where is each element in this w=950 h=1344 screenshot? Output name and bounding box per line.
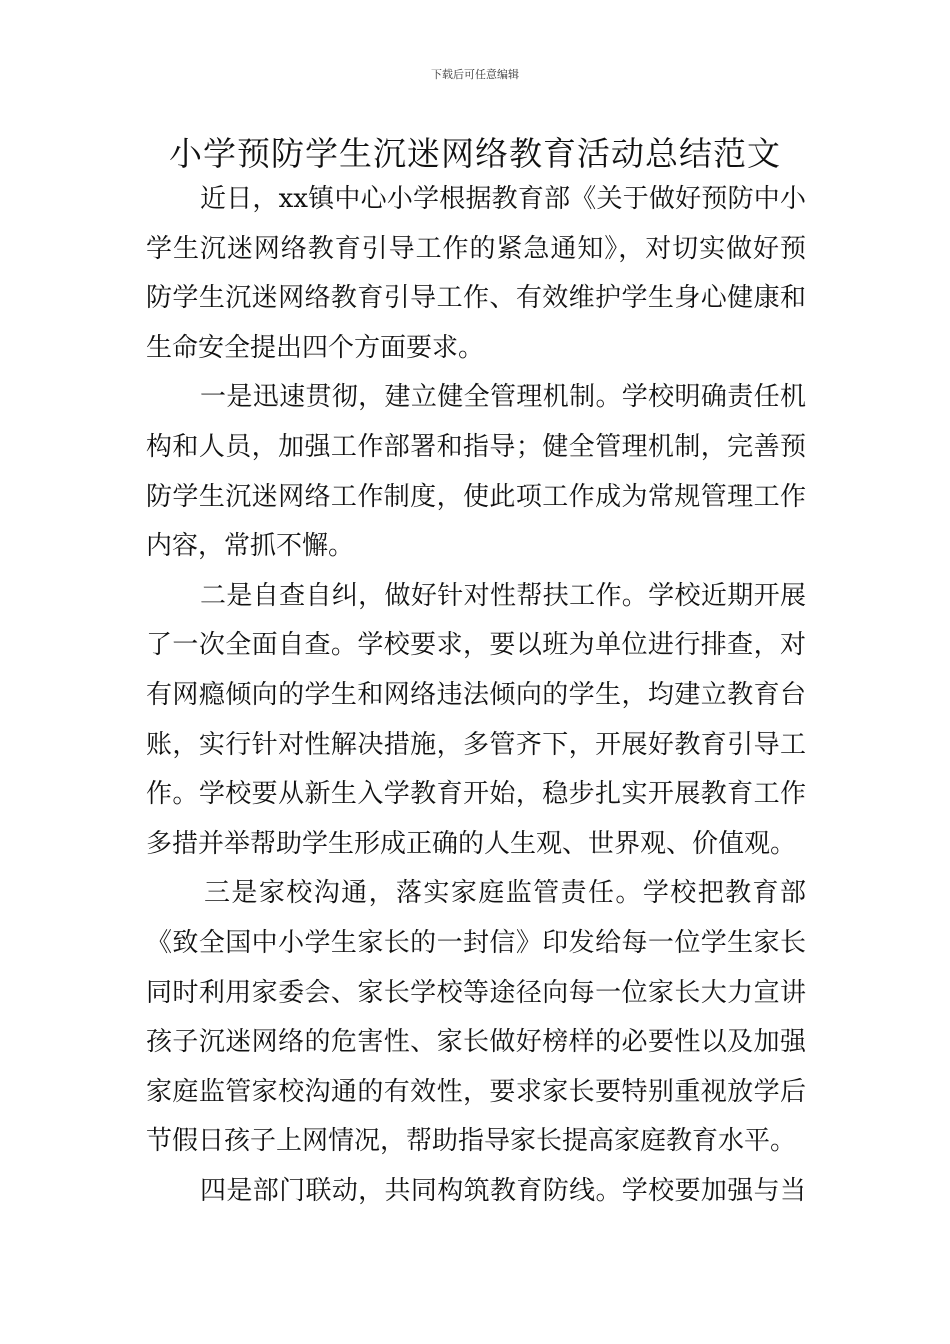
text-line: 近日，xx镇中心小学根据教育部《关于做好预防中小 (200, 184, 806, 214)
text-line: 了一次全面自查。学校要求，要以班为单位进行排查，对 (146, 630, 806, 661)
text-line: 生命安全提出四个方面要求。 (146, 332, 485, 363)
text-line: 防学生沉迷网络教育引导工作、有效维护学生身心健康和 (146, 283, 806, 314)
text-line: 节假日孩子上网情况，帮助指导家长提高家庭教育水平。 (146, 1126, 797, 1157)
text-line: 作。学校要从新生入学教育开始，稳步扎实开展教育工作 (146, 779, 806, 810)
paragraph (146, 572, 806, 870)
text-line: 防学生沉迷网络工作制度，使此项工作成为常规管理工作 (146, 481, 806, 512)
paragraph (146, 175, 806, 373)
text-line: 孩子沉迷网络的危害性、家长做好榜样的必要性以及加强 (146, 1027, 806, 1058)
text-line: 构和人员，加强工作部署和指导；健全管理机制，完善预 (146, 431, 806, 462)
paragraph (146, 869, 806, 1167)
text-line: 四是部门联动，共同构筑教育防线。学校要加强与当 (200, 1175, 806, 1206)
document-title: 小学预防学生沉迷网络教育活动总结范文 (169, 134, 781, 173)
text-line: 二是自查自纠，做好针对性帮扶工作。学校近期开展 (200, 580, 806, 611)
text-line: 账，实行针对性解决措施，多管齐下，开展好教育引导工 (146, 729, 806, 760)
text-line: 多措并举帮助学生形成正确的人生观、世界观、价值观。 (146, 828, 797, 859)
text-line: 家庭监管家校沟通的有效性，要求家长要特别重视放学后 (146, 1076, 806, 1107)
paragraph (146, 373, 806, 571)
text-line: 内容，常抓不懈。 (146, 531, 355, 562)
header-note: 下载后可任意编辑 (431, 68, 519, 81)
text-line: 同时利用家委会、家长学校等途径向每一位家长大力宣讲 (146, 977, 806, 1008)
text-line: 一是迅速贯彻，建立健全管理机制。学校明确责任机 (200, 382, 806, 413)
paragraph (146, 1167, 806, 1217)
text-line: 三是家校沟通，落实家庭监管责任。学校把教育部 (204, 878, 806, 909)
text-line: 学生沉迷网络教育引导工作的紧急通知》，对切实做好预 (146, 233, 806, 264)
document-body (146, 175, 806, 1216)
text-line: 有网瘾倾向的学生和网络违法倾向的学生，均建立教育台 (146, 679, 806, 710)
text-line: 《致全国中小学生家长的一封信》印发给每一位学生家长 (146, 927, 806, 958)
